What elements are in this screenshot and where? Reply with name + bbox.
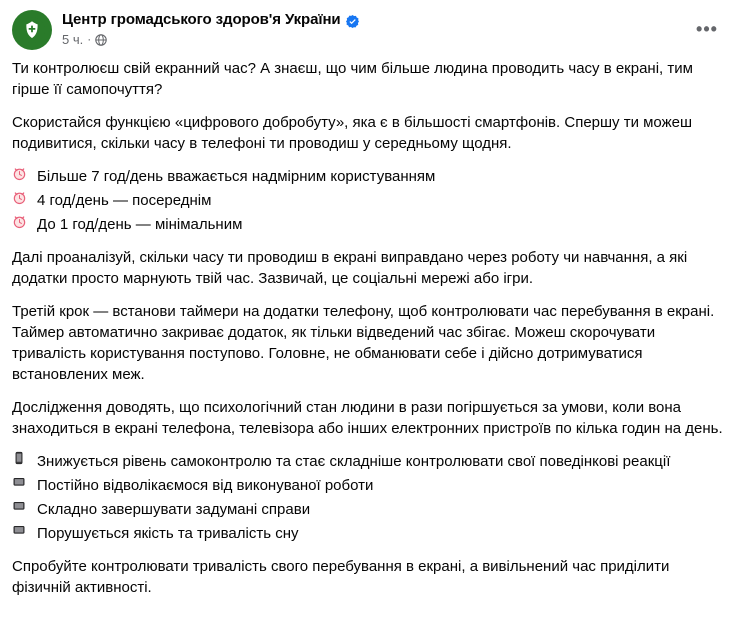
list-item-label: 4 год/день — посереднім bbox=[37, 192, 212, 209]
post-timestamp[interactable]: 5 ч. bbox=[62, 32, 84, 47]
meta-separator: · bbox=[87, 32, 92, 46]
post-paragraph: Далі проаналізуй, скільки часу ти проводиш в екрані виправдано через роботу чи навчання, а які додатки просто марнують твій час. Зазвичай, це соціальні мережі або ігри. bbox=[12, 249, 688, 287]
post-paragraph: Спробуйте контролювати тривалість свого перебування в екрані, а вивільнений час приділити фізичній активності. bbox=[12, 558, 670, 596]
list-item bbox=[12, 214, 724, 235]
post-header bbox=[12, 8, 724, 58]
list-item bbox=[12, 451, 724, 472]
alarm-clock-icon bbox=[12, 166, 31, 181]
verified-badge-icon bbox=[346, 15, 359, 28]
list-item bbox=[12, 190, 724, 211]
page-name-row bbox=[62, 11, 359, 29]
list-item bbox=[12, 499, 724, 520]
globe-icon bbox=[95, 34, 107, 46]
page-name[interactable]: Центр громадського здоров'я України bbox=[62, 11, 341, 28]
mobile-phone-icon bbox=[12, 451, 31, 465]
organization-logo-icon bbox=[19, 17, 45, 43]
alarm-clock-icon bbox=[12, 214, 31, 229]
post-more-options-button[interactable]: ••• bbox=[696, 19, 718, 39]
post-paragraph: Скористайся функцією «цифрового добробуту», яка є в більшості смартфонів. Спершу ти можеш подивитися, скільки часу в телефоні ти проводиш у середньому щодня. bbox=[12, 114, 693, 152]
phone-bullet-list bbox=[12, 451, 724, 544]
list-item-label: Порушується якість та тривалість сну bbox=[37, 525, 299, 542]
post-header-text bbox=[62, 10, 359, 47]
list-item-label: Складно завершувати задумані справи bbox=[37, 501, 311, 518]
list-item-label: Більше 7 год/день вважається надмірним користуванням bbox=[37, 168, 436, 185]
mobile-phone-icon bbox=[12, 523, 31, 537]
post-paragraph: Дослідження доводять, що психологічний стан людини в рази погіршується за умови, коли вона знаходиться в екрані телефона, телевізора або інших електронних пристроїв по кілька годин на день. bbox=[12, 399, 723, 437]
avatar[interactable] bbox=[12, 10, 52, 50]
post-body bbox=[12, 58, 724, 602]
list-item bbox=[12, 166, 724, 187]
mobile-phone-icon bbox=[12, 499, 31, 513]
list-item bbox=[12, 475, 724, 496]
clock-bullet-list bbox=[12, 166, 724, 235]
list-item bbox=[12, 523, 724, 544]
alarm-clock-icon bbox=[12, 190, 31, 205]
post-paragraph: Третій крок — встанови таймери на додатки телефону, щоб контролювати час перебування в екрані. Таймер автоматично закриває додаток, як тільки відведений час збігає. Можеш скорочувати тривалість користування поступово. Головне, не обманювати себе і дійсно дотримуватися встановлених меж. bbox=[12, 303, 715, 383]
mobile-phone-icon bbox=[12, 475, 31, 489]
list-item-label: Знижується рівень самоконтролю та стає складніше контролювати свої поведінкові реакції bbox=[37, 453, 671, 470]
post-paragraph: Ти контролюєш свій екранний час? А знаєш, що чим більше людина проводить часу в екрані, тим гірше її самопочуття? bbox=[12, 60, 693, 98]
post-meta bbox=[62, 32, 359, 47]
list-item-label: До 1 год/день — мінімальним bbox=[37, 216, 243, 233]
list-item-label: Постійно відволікаємося від виконуваної роботи bbox=[37, 477, 374, 494]
